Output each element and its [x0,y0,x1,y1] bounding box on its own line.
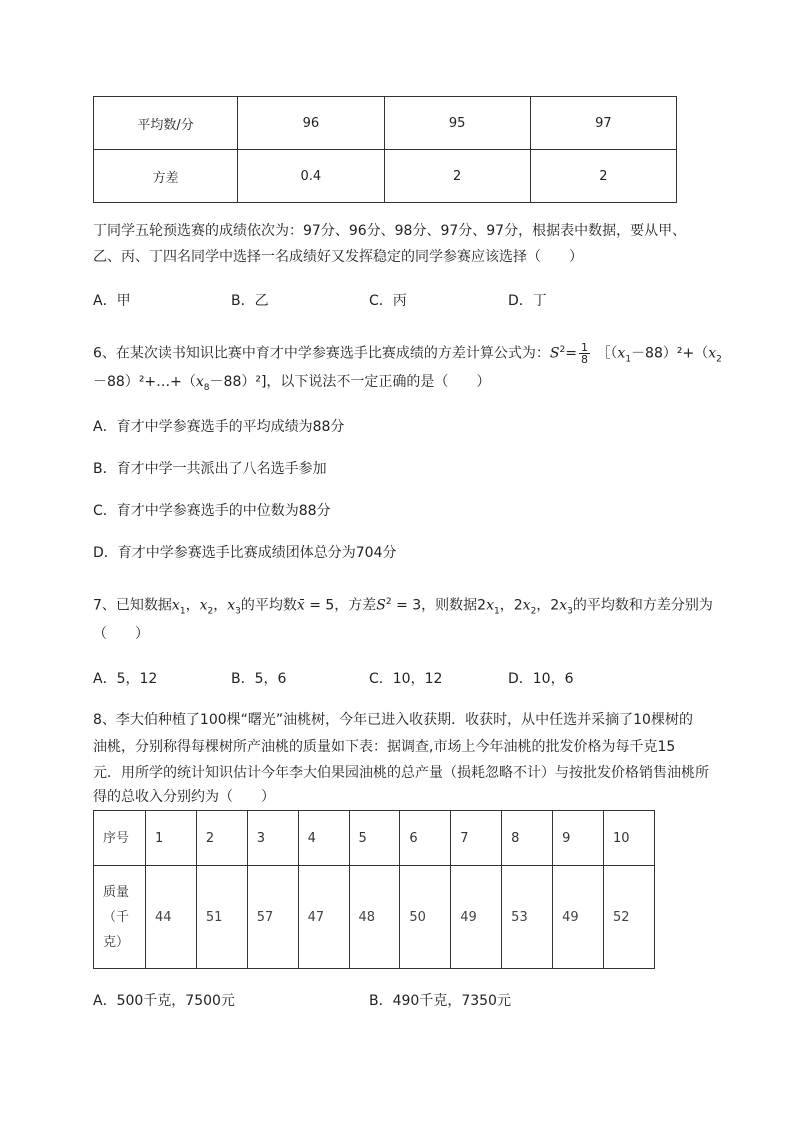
formula-sup: 2 [559,345,566,355]
q6-prefix: 6、在某次读书知识比赛中育才中学参赛选手比赛成绩的方差计算公式为： [93,345,550,362]
q5-line-2: 乙、丙、丁四名同学中选择一名成绩好又发挥稳定的同学参赛应该选择（ ） [93,249,583,265]
x8-sub: 8 [203,382,210,393]
x-var: x [486,597,494,614]
fraction-denominator: 8 [580,353,588,367]
q6-line2-b: －88）²]，以下说法不一定正确的是（ ） [209,374,491,390]
sub1: 1 [494,606,500,617]
mid1: 的平均数 [240,597,297,614]
q5-option-b: B．乙 [231,293,269,309]
sep: ， [213,597,228,614]
table-cell: 2 [384,150,530,203]
formula-s: S [549,345,560,362]
table-cell: 序号 [94,811,146,866]
table-cell: 53 [502,866,553,969]
two: 2 [477,597,487,614]
mass-label-line: 克） [103,934,130,950]
table-cell: 9 [553,811,604,866]
x-var: x [199,597,208,614]
q5-option-d: D．丁 [508,293,547,309]
x2-sub: 2 [716,354,722,365]
table-cell: 51 [196,866,247,969]
q8-line-3: 元．用所学的统计知识估计今年李大伯果园油桃的总产量（损耗忽略不计）与按批发价格销售油桃所 [93,765,709,781]
table-cell: 8 [502,811,553,866]
formula-part2: －88） [631,345,677,362]
eq3: = 3，则数据 [391,597,478,614]
table-cell: 2 [196,811,247,866]
table-cell: 97 [530,97,676,150]
x1-sub: 1 [625,354,632,365]
q6-option-a: A．育才中学参赛选手的平均成绩为88分 [93,419,345,435]
table-row [94,150,677,203]
table-row [94,866,655,969]
xbar: x̄ [296,597,305,614]
q6-option-b: B．育才中学一共派出了八名选手参加 [93,461,327,477]
x-var: x [171,597,180,614]
x2: x [708,345,717,362]
fraction-numerator: 1 [580,341,588,355]
x-var: x [559,597,568,614]
q7-line-2: （ ） [93,626,149,642]
eq5: = 5，方差 [304,597,377,614]
q5-option-a: A．甲 [93,293,131,309]
table-cell: 0.4 [238,150,384,203]
q6-option-d: D．育才中学参赛选手比赛成绩团体总分为704分 [93,545,397,561]
x-var: x [522,597,531,614]
table-row [94,811,655,866]
table-cell: 50 [400,866,451,969]
sub2: 2 [530,606,537,617]
mass-table [93,810,655,969]
formula-part1: ［（ [596,345,618,362]
q6-option-c: C．育才中学参赛选手的中位数为88分 [93,503,331,519]
mass-label-line: （千 [103,909,130,925]
mass-label-line: 质量 [103,884,130,900]
q8-line-2: 油桃，分别称得每棵树所产油桃的质量如下表：据调查,市场上今年油桃的批发价格为每千克15 [93,739,676,755]
table-cell: 方差 [94,150,238,203]
two: 2 [513,597,523,614]
table-cell: 6 [400,811,451,866]
table-cell: 44 [145,866,196,969]
table-cell: 1 [145,811,196,866]
q8-option-a: A．500千克，7500元 [93,993,235,1009]
q7-line-1 [93,592,713,621]
table-cell: 48 [349,866,400,969]
fraction [579,342,590,365]
table-cell: 49 [553,866,604,969]
sup2: 2 [385,597,392,607]
table-cell: 52 [603,866,654,969]
q6-line-2 [93,372,490,398]
table-cell: 5 [349,811,400,866]
formula-eq: = [565,345,577,362]
q5-option-c: C．丙 [369,293,407,309]
table-cell [94,866,146,969]
table-cell: 3 [247,811,298,866]
q7-option-d: D．10，6 [508,671,574,687]
sep: ， [185,597,200,614]
x1: x [617,345,626,362]
q8-option-b: B．490千克，7350元 [369,993,511,1009]
q7-option-c: C．10，12 [369,671,443,687]
q6-line2-a: －88）²+…+（ [93,374,196,390]
q6-line-1 [93,340,722,369]
q7-option-a: A．5，12 [93,671,158,687]
q7-prefix: 7、已知数据 [93,597,172,614]
s-var: S [376,597,386,614]
table-cell: 49 [451,866,502,969]
table-cell: 2 [530,150,676,203]
table-cell: 95 [384,97,530,150]
sep: ， [499,597,514,614]
table-cell: 57 [247,866,298,969]
x8: x [195,374,204,390]
table-row [94,97,677,150]
table-cell: 4 [298,811,349,866]
two: 2 [550,597,560,614]
table-cell: 96 [238,97,384,150]
formula-part3: ²+（ [676,345,709,362]
table-cell: 平均数/分 [94,97,238,150]
stats-table [93,96,677,203]
sep: ， [536,597,551,614]
table-cell: 47 [298,866,349,969]
table-cell: 7 [451,811,502,866]
tail: 的平均数和方差分别为 [572,597,713,614]
x-var: x [227,597,236,614]
sub3: 3 [567,606,573,617]
table-cell: 10 [603,811,654,866]
q7-option-b: B．5，6 [231,671,287,687]
q8-line-4: 得的总收入分别约为（ ） [93,789,275,805]
q8-line-1: 8、李大伯种植了100棵“曙光”油桃树，今年已进入收获期．收获时，从中任选并采摘了10棵树的 [93,712,693,728]
sub1: 1 [179,606,186,617]
sub3: 3 [235,606,241,617]
q5-line-1: 丁同学五轮预选赛的成绩依次为：97分、96分、98分、97分、97分，根据表中数据，要从甲、 [93,223,687,239]
sub2: 2 [207,606,214,617]
